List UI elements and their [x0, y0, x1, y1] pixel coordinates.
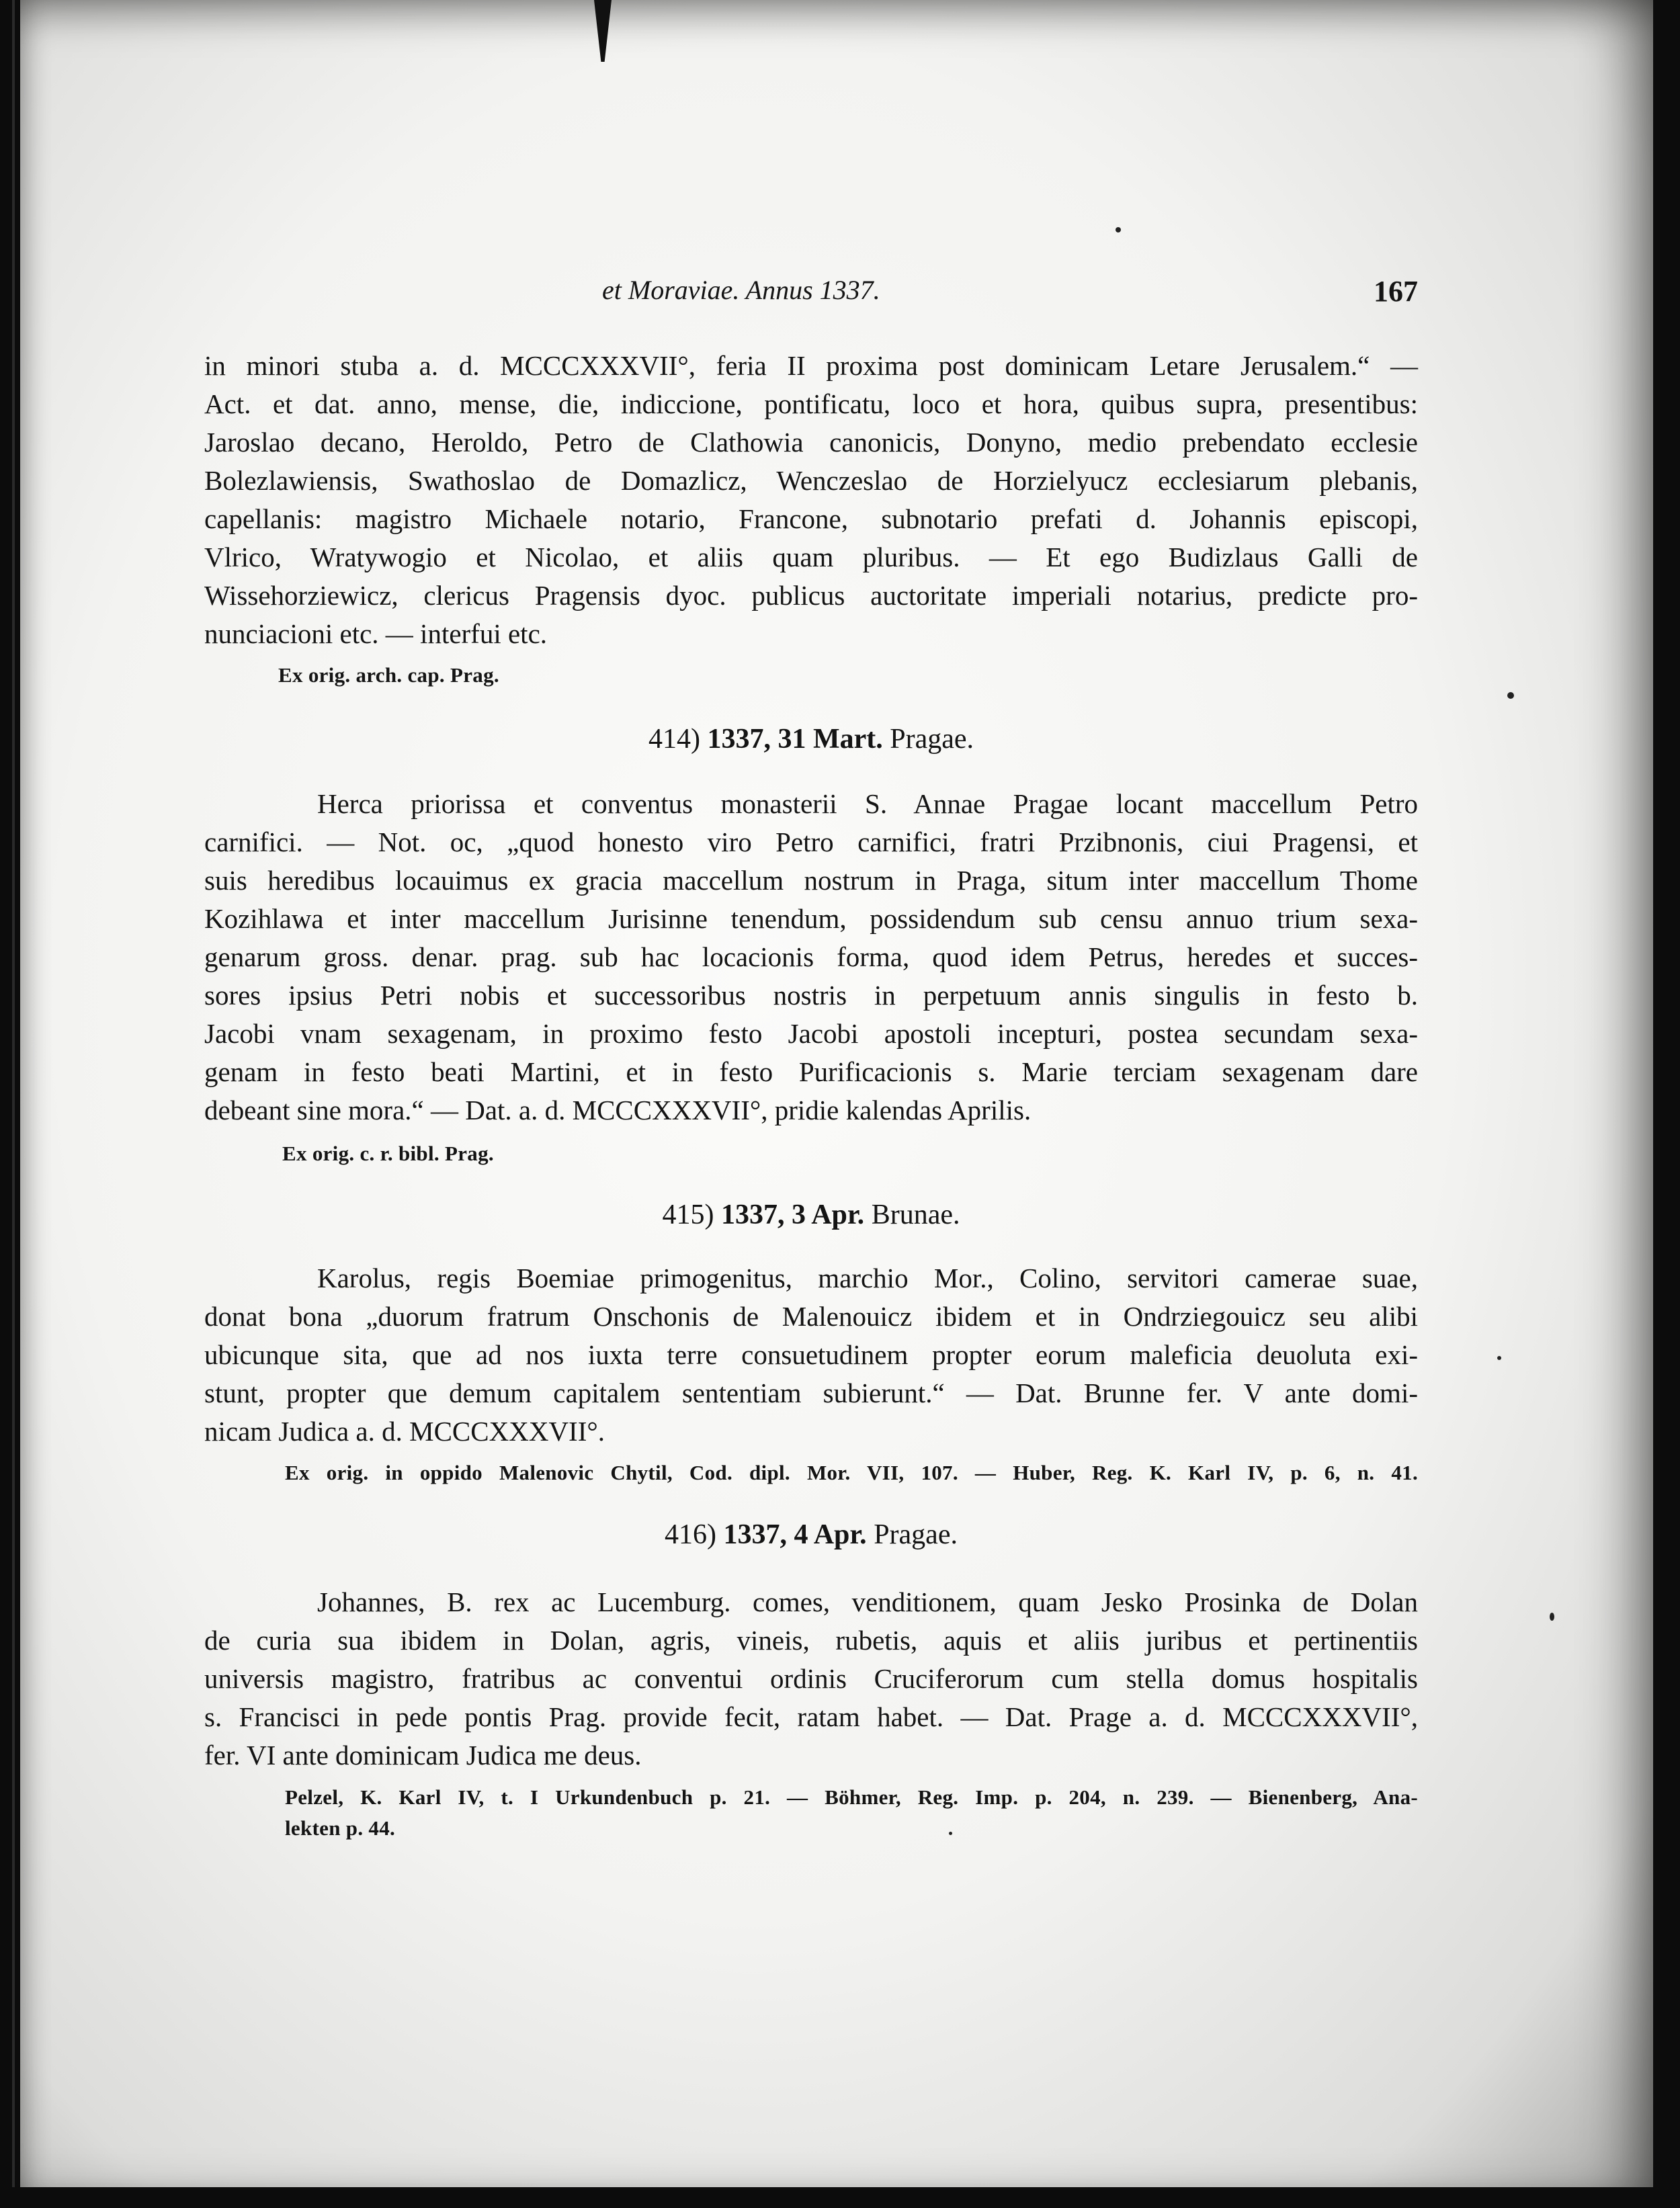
text-line: sores ipsius Petri nobis et successoribus nostris in perpetuum annis singulis in festo b. [204, 980, 1418, 1011]
entry-heading [204, 1196, 1418, 1234]
text-line: Vlrico, Wratywogio et Nicolao, et aliis quam pluribus. — Et ego Budizlaus Galli de [204, 542, 1418, 572]
text-line: donat bona „duorum fratrum Onschonis de Malenouicz ibidem et in Ondrziegouicz seu alibi [204, 1301, 1418, 1332]
running-head [204, 274, 1418, 312]
text-line: capellanis: magistro Michaele notario, Francone, subnotario prefati d. Johannis episcopi, [204, 503, 1418, 534]
text-line: nicam Judica a. d. MCCCXXXVII°. [204, 1416, 605, 1447]
page-number: 167 [1374, 275, 1418, 308]
text-line: universis magistro, fratribus ac conventui ordinis Cruciferorum cum stella domus hospitalis [204, 1663, 1418, 1694]
source-note: Ex orig. in oppido Malenovic Chytil, Cod. dipl. Mor. VII, 107. — Huber, Reg. K. Karl IV, p. 6, n. 41. [285, 1461, 1418, 1484]
speck [949, 1832, 952, 1835]
text-line: de curia sua ibidem in Dolan, agris, vineis, rubetis, aquis et aliis juribus et pertinentiis [204, 1625, 1418, 1656]
text-line: nunciacioni etc. — interfui etc. [204, 618, 548, 649]
running-title: et Moraviae. Annus 1337. [602, 275, 880, 305]
source-note: Ex orig. arch. cap. Prag. [278, 663, 499, 687]
text-line: fer. VI ante dominicam Judica me deus. [204, 1740, 642, 1771]
text-line: suis heredibus locauimus ex gracia maccellum nostrum in Praga, situm inter maccellum Thome [204, 865, 1418, 896]
entry-place: Pragae. [874, 1519, 958, 1550]
entry-date: 1337, 4 Apr. [723, 1519, 867, 1550]
entry-heading [204, 1516, 1418, 1554]
text-line: Jaroslao decano, Heroldo, Petro de Clathowia canonicis, Donyno, medio prebendato ecclesie [204, 427, 1418, 458]
entry-date: 1337, 3 Apr. [721, 1199, 865, 1230]
speck [1550, 1613, 1554, 1621]
entry-number: 416) [665, 1519, 717, 1550]
text-line: s. Francisci in pede pontis Prag. provide fecit, ratam habet. — Dat. Prage a. d. MCCCXXXVII°, [204, 1701, 1418, 1732]
speck [1497, 1356, 1501, 1360]
entry-place: Pragae. [890, 724, 974, 755]
text-line: Karolus, regis Boemiae primogenitus, marchio Mor., Colino, servitori camerae suae, [317, 1263, 1418, 1293]
speck [1507, 692, 1514, 699]
text-line: Bolezlawiensis, Swathoslao de Domazlicz, Wenczeslao de Horzielyucz ecclesiarum plebanis, [204, 465, 1418, 496]
text-line: genam in festo beati Martini, et in festo Purificacionis s. Marie terciam sexagenam dare [204, 1056, 1418, 1087]
text-line: Johannes, B. rex ac Lucemburg. comes, venditionem, quam Jesko Prosinka de Dolan [317, 1586, 1418, 1617]
entry-heading [204, 720, 1418, 759]
text-line: Herca priorissa et conventus monasterii S. Annae Pragae locant maccellum Petro [317, 788, 1418, 819]
source-note: Pelzel, K. Karl IV, t. I Urkundenbuch p. 21. — Böhmer, Reg. Imp. p. 204, n. 239. — Bienenberg, Ana- [285, 1785, 1418, 1809]
speck [1116, 227, 1121, 232]
text-line: carnifici. — Not. oc, „quod honesto viro Petro carnifici, fratri Przibnonis, ciui Pragensi, et [204, 826, 1418, 857]
text-line: stunt, propter que demum capitalem sententiam subierunt.“ — Dat. Brunne fer. V ante domi- [204, 1377, 1418, 1408]
source-note: Ex orig. c. r. bibl. Prag. [282, 1142, 494, 1165]
entry-place: Brunae. [871, 1199, 960, 1230]
text-line: Kozihlawa et inter maccellum Jurisinne tenendum, possidendum sub censu annuo trium sexa- [204, 903, 1418, 934]
page-edge-rule [12, 0, 15, 2187]
text-line: ubicunque sita, que ad nos iuxta terre consuetudinem propter eorum maleficia deuoluta exi- [204, 1339, 1418, 1370]
text-line: in minori stuba a. d. MCCCXXXVII°, feria II proxima post dominicam Letare Jerusalem.“ — [204, 350, 1418, 381]
text-line: genarum gross. denar. prag. sub hac locacionis forma, quod idem Petrus, heredes et succes- [204, 941, 1418, 972]
entry-number: 415) [662, 1199, 714, 1230]
entry-number: 414) [648, 724, 700, 755]
entry-date: 1337, 31 Mart. [707, 724, 883, 755]
text-line: debeant sine mora.“ — Dat. a. d. MCCCXXXVII°, pridie kalendas Aprilis. [204, 1095, 1032, 1126]
source-note: lekten p. 44. [285, 1816, 396, 1840]
text-line: Wissehorziewicz, clericus Pragensis dyoc. publicus auctoritate imperiali notarius, predicte pro- [204, 580, 1418, 611]
text-line: Jacobi vnam sexagenam, in proximo festo Jacobi apostoli incepturi, postea secundam sexa- [204, 1018, 1418, 1049]
text-line: Act. et dat. anno, mense, die, indiccione, pontificatu, loco et hora, quibus supra, presentibus: [204, 388, 1418, 419]
